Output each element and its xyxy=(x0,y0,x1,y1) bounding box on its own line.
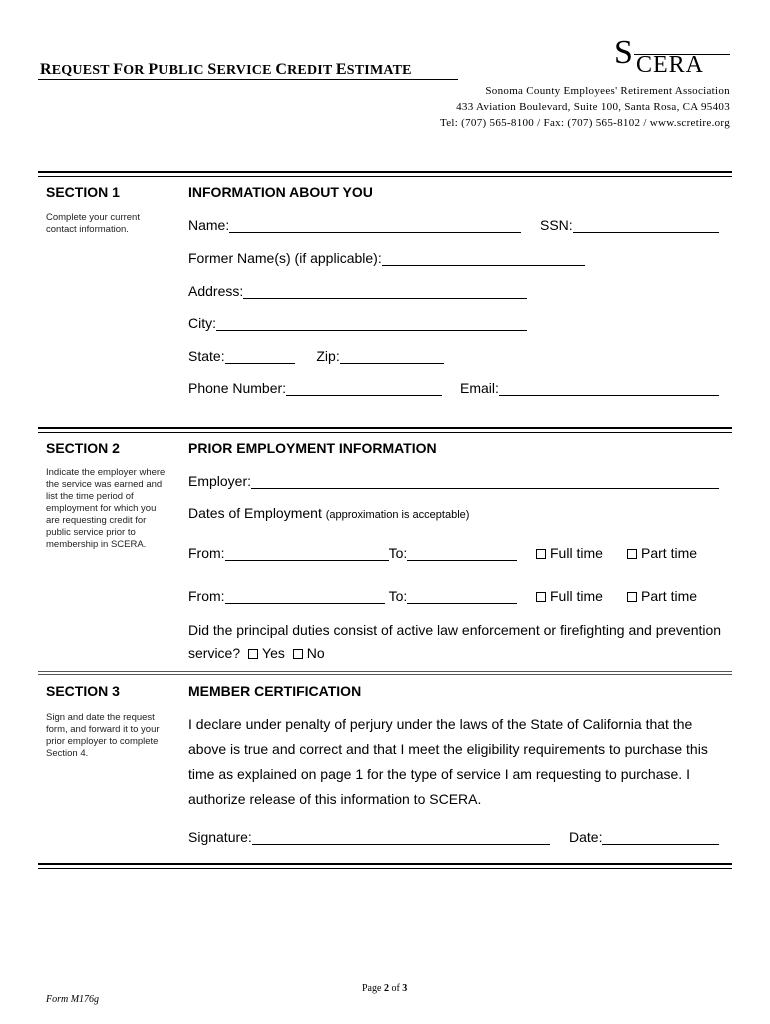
ssn-row xyxy=(540,217,719,233)
document-title: REQUEST FOR PUBLIC SERVICE CREDIT ESTIMATE xyxy=(40,61,412,78)
dates-hint: (approximation is acceptable) xyxy=(325,509,470,521)
from-field-2[interactable] xyxy=(225,589,385,604)
yes-checkbox[interactable] xyxy=(248,649,258,659)
duties-question: Did the principal duties consist of active law enforcement or firefighting and prevention xyxy=(188,622,722,638)
to-field-2[interactable] xyxy=(407,589,517,604)
section2-heading: PRIOR EMPLOYMENT INFORMATION xyxy=(188,440,437,456)
from-field-1[interactable] xyxy=(225,546,389,561)
org-address: 433 Aviation Boulevard, Suite 100, Santa Rosa, CA 95403 xyxy=(456,101,730,113)
phone-field[interactable] xyxy=(286,381,442,396)
email-row xyxy=(460,380,719,396)
full-time-checkbox-1[interactable] xyxy=(536,549,546,559)
org-name: Sonoma County Employees' Retirement Association xyxy=(485,85,730,97)
from-label: From: xyxy=(188,545,225,561)
name-row xyxy=(188,217,521,233)
former-name-label: Former Name(s) (if applicable): xyxy=(188,250,382,266)
duties-question-end: service? xyxy=(188,645,241,661)
part-time-checkbox-2[interactable] xyxy=(627,592,637,602)
section1-note: Complete your current contact information. xyxy=(46,212,140,235)
name-field[interactable] xyxy=(229,218,521,233)
from-label: From: xyxy=(188,588,225,604)
ssn-label: SSN: xyxy=(540,217,573,233)
address-row xyxy=(188,283,527,299)
date-field[interactable] xyxy=(602,830,719,845)
state-label: State: xyxy=(188,348,225,364)
org-contact: Tel: (707) 565-8100 / Fax: (707) 565-8102 / www.scretire.org xyxy=(439,117,730,129)
city-label: City: xyxy=(188,315,216,331)
email-field[interactable] xyxy=(499,381,719,396)
no-label: No xyxy=(306,645,325,661)
section3-heading: MEMBER CERTIFICATION xyxy=(188,683,362,699)
no-checkbox[interactable] xyxy=(293,649,303,659)
section1-label: SECTION 1 xyxy=(46,184,120,200)
section1-divider xyxy=(38,171,732,177)
part-time-checkbox-1[interactable] xyxy=(627,549,637,559)
employer-field[interactable] xyxy=(251,474,719,489)
organization-info xyxy=(440,83,730,131)
section2-divider xyxy=(38,427,732,433)
scera-logo: S CERA xyxy=(612,36,732,80)
former-name-field[interactable] xyxy=(382,251,585,266)
employer-label: Employer: xyxy=(188,473,252,489)
name-label: Name: xyxy=(188,217,230,233)
to-label: To: xyxy=(388,588,408,604)
section3-note: Sign and date the request form, and forward it to your prior employer to complete Section 4. xyxy=(46,712,160,759)
to-label: To: xyxy=(388,545,408,561)
section3-divider xyxy=(38,671,732,675)
former-name-row xyxy=(188,250,585,266)
address-label: Address: xyxy=(188,283,244,299)
section3-label: SECTION 3 xyxy=(46,683,120,699)
dates-row xyxy=(188,505,469,521)
date-row xyxy=(569,829,719,845)
section2-note: Indicate the employer where the service was earned and list the time period of employment for which you are requesting credit for public service prior to membership in SCERA. xyxy=(46,467,166,550)
address-field[interactable] xyxy=(243,284,527,299)
phone-label: Phone Number: xyxy=(188,380,287,396)
from-to-row-1 xyxy=(188,545,517,561)
title-underline xyxy=(38,79,458,80)
email-label: Email: xyxy=(460,380,499,396)
form-id: Form M176g xyxy=(46,994,100,1005)
duties-answer-row xyxy=(188,645,325,661)
section1-heading: INFORMATION ABOUT YOU xyxy=(188,184,373,200)
to-field-1[interactable] xyxy=(407,546,517,561)
yes-label: Yes xyxy=(262,645,285,661)
declaration-text: I declare under penalty of perjury under the laws of the State of California that the above is true and correct and that I meet the eligibility requirements to purchase this time as explained on page 1 for the type of service I am requesting to purchase. I authorize release of this information to SCERA. xyxy=(188,716,708,807)
signature-label: Signature: xyxy=(188,829,252,845)
signature-field[interactable] xyxy=(252,830,550,845)
from-to-row-2 xyxy=(188,588,517,604)
state-field[interactable] xyxy=(225,349,295,364)
signature-row xyxy=(188,829,550,845)
part-time-option-2[interactable]: Part time xyxy=(627,588,697,604)
full-time-option-2[interactable]: Full time xyxy=(536,588,603,604)
page-number: Page 2 of 3 xyxy=(362,983,408,994)
ssn-field[interactable] xyxy=(573,218,719,233)
zip-field[interactable] xyxy=(340,349,444,364)
date-label: Date: xyxy=(569,829,603,845)
phone-row xyxy=(188,380,442,396)
city-field[interactable] xyxy=(216,316,527,331)
state-zip-row xyxy=(188,348,444,364)
employer-row xyxy=(188,473,719,489)
full-time-option-1[interactable]: Full time xyxy=(536,545,603,561)
city-row xyxy=(188,315,527,331)
zip-label: Zip: xyxy=(316,348,340,364)
section2-label: SECTION 2 xyxy=(46,440,120,456)
section-end-divider xyxy=(38,863,732,869)
dates-label: Dates of Employment xyxy=(188,505,322,521)
part-time-option-1[interactable]: Part time xyxy=(627,545,697,561)
full-time-checkbox-2[interactable] xyxy=(536,592,546,602)
